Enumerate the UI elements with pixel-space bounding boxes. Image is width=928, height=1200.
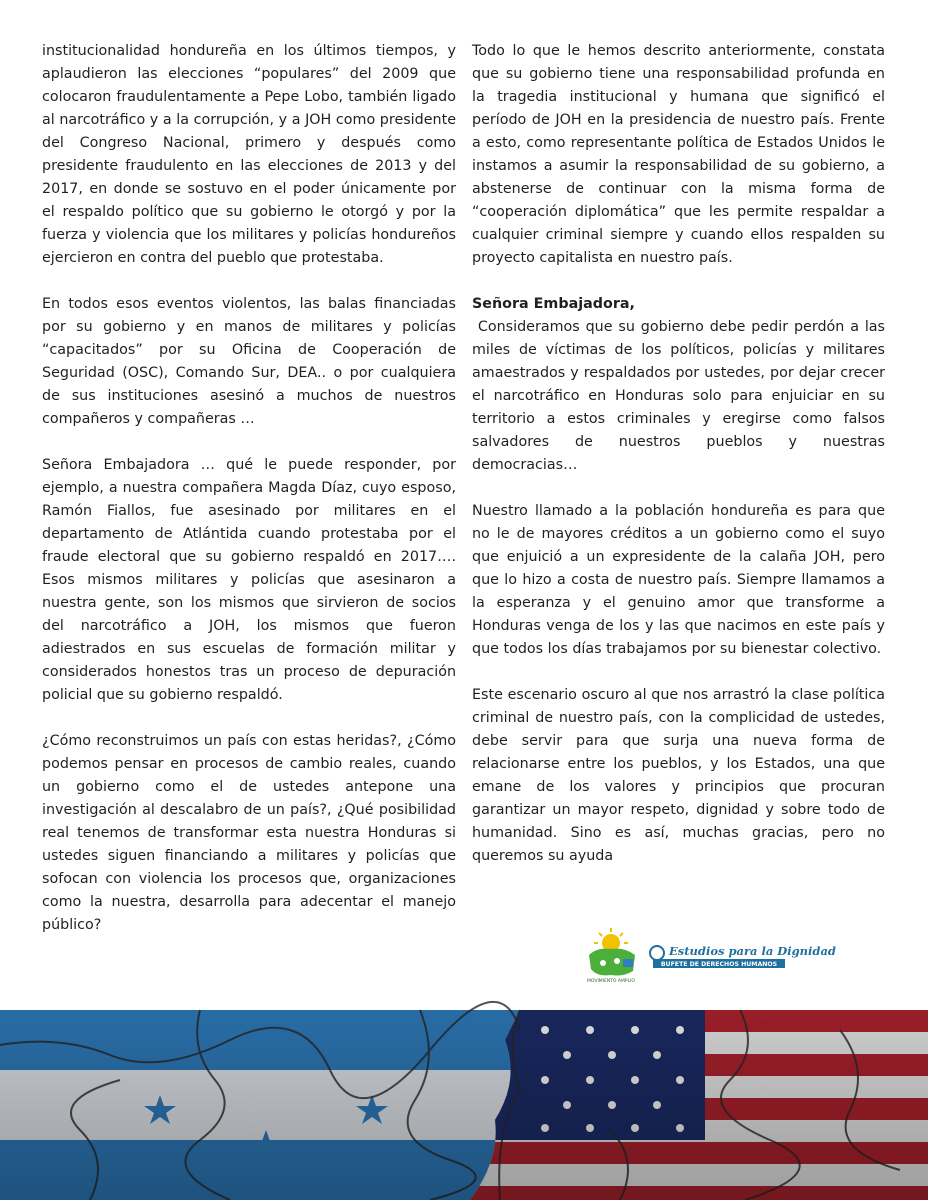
- salutation-heading: Señora Embajadora,: [472, 296, 635, 312]
- left-column: [42, 40, 456, 937]
- edh-logo: [650, 944, 836, 968]
- right-paragraph-4: Este escenario oscuro al que nos arrastró la clase política criminal de nuestro país, con la complicidad de ustedes, debe servir para que surja una nueva forma de relacionarse entre los pueblos, y los Estados, una que emane de los valores y principios que procuran garantizar un mayor respeto, dignidad y sobre todo de humanidad. Sino es así, muchas gracias, pero no queremos su ayuda: [472, 687, 885, 864]
- cracked-flags-image: [0, 1010, 928, 1200]
- right-paragraph-3: Nuestro llamado a la población hondureña es para que no le de mayores créditos a un gobierno como el suyo que enjuició a un expresidente de la calaña JOH, pero que lo hizo a costa de nuestro país. Siempre llamamos a la esperanza y el genuino amor que transforme a Honduras venga de los y las que nacimos en este país y que todos los días trabajamos por su bienestar colectivo.: [472, 503, 885, 657]
- flags-banner: [0, 1010, 928, 1200]
- movement-logo: [583, 925, 836, 985]
- sun-icon: [594, 928, 628, 952]
- right-paragraph-2: Consideramos que su gobierno debe pedir perdón a las miles de víctimas de los políticos, policías y militares amaestrados y respaldados por ustedes, por dejar crecer el narcotráfico en Honduras solo para enjuiciar en su territorio a estos criminales y eregirse como falsos salvadores de nuestros pueblos y nuestras democracias…: [472, 319, 890, 473]
- left-paragraph-2: En todos esos eventos violentos, las balas financiadas por su gobierno y en manos de militares y policías “capacitados” por su Oficina de Cooperación de Seguridad (OSC), Comando Sur, DEA.. o por cualquiera de sus instituciones asesinó a muchos de nuestros compañeros y compañeras …: [42, 296, 456, 427]
- right-column: [472, 40, 890, 868]
- edh-subtitle: BUFETE DE DERECHOS HUMANOS: [660, 961, 778, 968]
- left-paragraph-4: ¿Cómo reconstruimos un país con estas heridas?, ¿Cómo podemos pensar en procesos de cambio reales, cuando un gobierno como el de ustedes antepone una investigación al descalabro de un país?, ¿Qué posibilidad real tenemos de transformar esta nuestra Honduras si ustedes siguen financiando a militares y policías que sofocan con violencia los procesos que, organizaciones como la nuestra, desarrolla para adecentar el manejo público?: [42, 733, 456, 933]
- left-paragraph-1: institucionalidad hondureña en los últimos tiempos, y aplaudieron las elecciones “populares” del 2009 que colocaron fraudulentamente a Pepe Lobo, también ligado al narcotráfico y a la corrupción, y a JOH como presidente del Congreso Nacional, primero y después como presidente fraudulento en las elecciones de 2013 y del 2017, en donde se sostuvo en el poder únicamente por el respaldo político que su gobierno le otorgó y por la fuerza y violencia que los militares y policías hondureños ejercieron en contra del pueblo que protestaba.: [42, 43, 456, 266]
- organization-logos: [583, 925, 836, 985]
- left-paragraph-3: Señora Embajadora … qué le puede responder, por ejemplo, a nuestra compañera Magda Díaz, cuyo esposo, Ramón Fiallos, fue asesinado por militares en el departamento de Atlántida cuando protestaba por el fraude electoral que su gobierno respaldó en 2017…. Esos mismos militares y policías que asesinaron a nuestra gente, son los mismos que sirvieron de socios del narcotráfico a JOH, los mismos que fueron adiestrados en sus escuelas de formación militar y considerados honestos tras un proceso de depuración policial que su gobierno respaldó.: [42, 457, 456, 703]
- edh-title: Estudios para la Dignidad: [669, 944, 836, 958]
- movement-logo-text: MOVIMIENTO AMPLIO: [587, 979, 635, 984]
- right-paragraph-1: Todo lo que le hemos descrito anteriormente, constata que su gobierno tiene una responsabilidad profunda en la tragedia institucional y humana que significó el período de JOH en la presidencia de nuestro país. Frente a esto, como representante política de Estados Unidos le instamos a asumir la responsabilidad de su gobierno, a abstenerse de continuar con la misma forma de “cooperación diplomática” que les permite respaldar a cualquier criminal siempre y cuando ellos respalden su proyecto capitalista en nuestro país.: [472, 43, 885, 266]
